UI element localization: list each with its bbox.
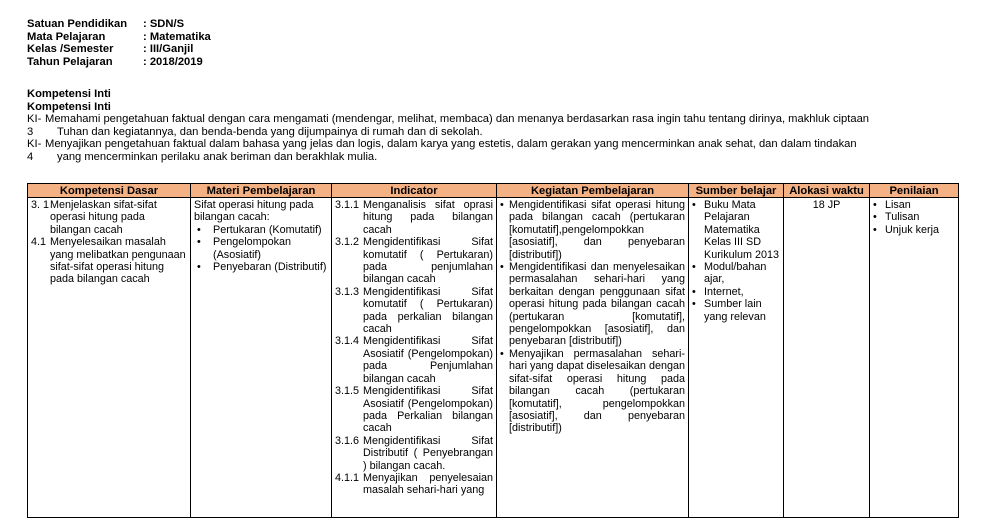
ki4-paragraph bbox=[27, 138, 982, 163]
penilaian-cell bbox=[870, 198, 959, 518]
header-row bbox=[27, 31, 211, 44]
list-item bbox=[194, 261, 328, 273]
ki3-paragraph bbox=[27, 113, 982, 138]
alokasi-cell: 18 JP bbox=[784, 198, 870, 518]
header-label: Mata Pelajaran bbox=[27, 30, 106, 43]
column-header: Kegiatan Pembelajaran bbox=[497, 184, 689, 198]
header-row bbox=[27, 56, 211, 69]
header-value: : Matematika bbox=[143, 30, 211, 43]
materi-list bbox=[194, 224, 328, 274]
ki-text-line: Memahami pengetahuan faktual dengan cara mengamati (mendengar, melihat, membaca) dan menanya berdasarkan rasa ingin tahu tentang dirinya, makhluk ciptaan bbox=[45, 113, 870, 126]
penilaian-item bbox=[873, 224, 955, 236]
kegiatan-text: Mengidentifikasi sifat operasi hitung pada bilangan cacah (pertukaran [komutatif],pengelompokkan [asosiatif], dan penyebaran [distributif]) bbox=[509, 199, 685, 261]
kd-number: 4.1 bbox=[31, 236, 47, 249]
materi-item-text: Pertukaran (Komutatif) bbox=[213, 223, 322, 236]
sumber-item bbox=[692, 261, 780, 286]
sumber-text: Buku Mata Pelajaran Matematika Kelas III SD Kurikulum 2013 bbox=[704, 199, 780, 261]
sumber-text: Internet, bbox=[704, 285, 744, 298]
kegiatan-text: Menyajikan permasalahan sehari-hari yang dapat diselesaikan dengan sifat-sifat operasi hitung pada bilangan cacah (pertukaran [komutatif], pengelompokkan [asosiatif], dan penyebaran [distributif]) bbox=[509, 347, 685, 435]
indicator-text: Mengidentifikasi Sifat Asosiatif (Pengelompokan) pada Penjumlahan bilangan cacah bbox=[363, 335, 493, 385]
indicator-number: 3.1.2 bbox=[335, 236, 360, 249]
header-label: Satuan Pendidikan bbox=[27, 18, 128, 30]
materi-item-text: Pengelompokan (Asosiatif) bbox=[213, 236, 292, 261]
kd-item bbox=[31, 199, 187, 236]
kegiatan-item bbox=[500, 348, 685, 435]
ki-text bbox=[45, 113, 982, 138]
sumber-text: Modul/bahan ajar, bbox=[704, 261, 767, 286]
materi-item-text: Penyebaran (Distributif) bbox=[213, 261, 327, 274]
column-header: Penilaian bbox=[870, 184, 959, 198]
penilaian-text: Tulisan bbox=[885, 211, 920, 224]
bullet-icon: • bbox=[197, 261, 201, 274]
indicator-item bbox=[335, 472, 493, 497]
penilaian-text: Lisan bbox=[885, 199, 911, 211]
header-row bbox=[27, 43, 211, 56]
indicator-number: 3.1.5 bbox=[335, 385, 360, 398]
kd-number: 3. 1 bbox=[31, 199, 50, 211]
indicator-text: Mengidentifikasi Sifat komutatif ( Pertukaran) pada penjumlahan bilangan cacah bbox=[363, 236, 493, 286]
bullet-icon: • bbox=[500, 261, 504, 274]
list-item bbox=[194, 224, 328, 236]
indicator-number: 3.1.3 bbox=[335, 285, 360, 298]
indicator-text: Menyajikan penyelesaian masalah sehari-hari yang bbox=[363, 471, 493, 497]
bullet-icon: • bbox=[197, 223, 201, 236]
ki-text-line: Menyajikan pengetahuan faktual dalam bahasa yang jelas dan logis, dalam karya yang estetis, dalam gerakan yang mencerminkan anak sehat, dan dalam tindakan bbox=[45, 138, 857, 151]
kegiatan-item bbox=[500, 261, 685, 348]
indicator-number: 3.1.4 bbox=[335, 335, 360, 348]
indicator-item bbox=[335, 435, 493, 472]
bullet-icon: • bbox=[873, 223, 877, 236]
indicator-number: 4.1.1 bbox=[335, 471, 360, 484]
bullet-icon: • bbox=[692, 261, 696, 274]
kd-text: Menjelaskan sifat-sifat operasi hitung pada bilangan cacah bbox=[50, 199, 157, 236]
bullet-icon: • bbox=[873, 211, 877, 224]
indicator-text: Mengidentifikasi Sifat komutatif ( Pertukaran) pada perkalian bilangan cacah bbox=[363, 285, 493, 336]
header-value: : SDN/S bbox=[143, 18, 185, 30]
penilaian-item bbox=[873, 211, 955, 223]
ki-text-line: yang mencerminkan perilaku anak beriman dan berakhlak mulia. bbox=[57, 150, 378, 163]
sumber-item bbox=[692, 286, 780, 298]
indicator-number: 3.1.1 bbox=[335, 199, 360, 211]
kd-item bbox=[31, 236, 187, 286]
kegiatan-text: Mengidentifikasi dan menyelesaikan permasalahan sehari-hari yang berkaitan dengan penggunaan sifat operasi hitung pada bilangan cacah (pertukaran [komutatif], pengelompokkan [asosiatif], dan penyebaran [distributif]) bbox=[509, 261, 685, 348]
table-header-row bbox=[28, 184, 959, 198]
indicator-text: Mengidentifikasi Sifat Asosiatif (Pengelompokan) pada Perkalian bilangan cacah bbox=[363, 385, 493, 435]
kd-text: Menyelesaikan masalah yang melibatkan pengunaan sifat-sifat operasi hitung pada bilangan cacah bbox=[50, 236, 186, 286]
indicator-cell bbox=[332, 198, 497, 518]
section-heading: Kompetensi Inti bbox=[27, 100, 111, 113]
ki-text bbox=[45, 138, 982, 163]
kegiatan-cell bbox=[497, 198, 689, 518]
indicator-item bbox=[335, 385, 493, 435]
indicator-text: Menganalisis sifat oprasi hitung pada bilangan cacah bbox=[363, 199, 493, 236]
bullet-icon: • bbox=[873, 199, 877, 211]
materi-cell bbox=[191, 198, 332, 518]
document-header bbox=[27, 18, 211, 68]
column-header: Sumber belajar bbox=[689, 184, 784, 198]
column-header: Kompetensi Dasar bbox=[28, 184, 191, 198]
bullet-icon: • bbox=[692, 285, 696, 298]
sumber-item bbox=[692, 298, 780, 323]
ki-code: KI-3 bbox=[27, 113, 42, 138]
list-item bbox=[194, 236, 328, 261]
sumber-item bbox=[692, 199, 780, 261]
indicator-number: 3.1.6 bbox=[335, 434, 360, 447]
sumber-text: Sumber lain yang relevan bbox=[704, 298, 766, 323]
header-value: : III/Ganjil bbox=[143, 43, 194, 55]
kegiatan-item bbox=[500, 199, 685, 261]
sumber-cell bbox=[689, 198, 784, 518]
bullet-icon: • bbox=[692, 298, 696, 311]
table-row bbox=[28, 198, 959, 518]
bullet-icon: • bbox=[500, 199, 504, 211]
indicator-item bbox=[335, 335, 493, 385]
ki-text-line: Tuhan dan kegiatannya, dan benda-benda yang dijumpainya di rumah dan di sekolah. bbox=[57, 125, 483, 138]
indicator-item bbox=[335, 199, 493, 236]
ki-code: KI-4 bbox=[27, 138, 42, 163]
penilaian-text: Unjuk kerja bbox=[885, 223, 940, 236]
kompetensi-dasar-cell bbox=[28, 198, 191, 518]
penilaian-item bbox=[873, 199, 955, 211]
column-header: Indicator bbox=[332, 184, 497, 198]
header-row bbox=[27, 18, 211, 31]
bullet-icon: • bbox=[500, 347, 504, 360]
syllabus-table bbox=[27, 183, 959, 518]
indicator-item bbox=[335, 286, 493, 336]
header-label: Tahun Pelajaran bbox=[27, 55, 113, 68]
kompetensi-inti-section bbox=[27, 88, 982, 164]
header-label: Kelas /Semester bbox=[27, 43, 114, 55]
column-header: Alokasi waktu bbox=[784, 184, 870, 198]
column-header: Materi Pembelajaran bbox=[191, 184, 332, 198]
section-heading: Kompetensi Inti bbox=[27, 88, 111, 100]
header-value: : 2018/2019 bbox=[143, 55, 203, 68]
indicator-text: Mengidentifikasi Sifat Distributif ( Penyebrangan ) bilangan cacah. bbox=[363, 434, 493, 472]
materi-intro: Sifat operasi hitung pada bilangan cacah: bbox=[194, 199, 314, 224]
bullet-icon: • bbox=[197, 236, 201, 249]
indicator-item bbox=[335, 236, 493, 286]
bullet-icon: • bbox=[692, 199, 696, 211]
